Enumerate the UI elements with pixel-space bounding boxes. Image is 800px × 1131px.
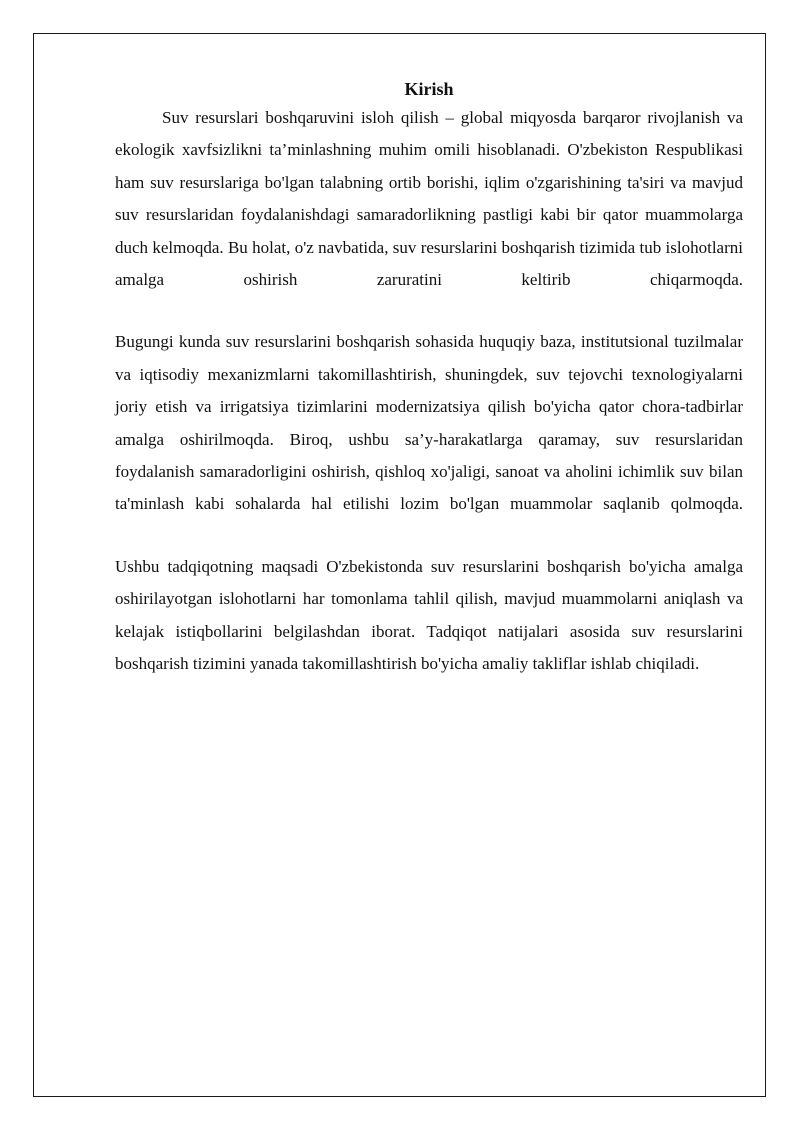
document-body bbox=[115, 76, 743, 681]
paragraph-research-goal: Ushbu tadqiqotning maqsadi O'zbekistonda suv resurslarini boshqarish bo'yicha amalga oshirilayotgan islohotlarni har tomonlama tahlil qilish, mavjud muammolarni aniqlash va kelajak istiqbollarini belgilashdan iborat. Tadqiqot natijalari asosida suv resurslarini boshqarish tizimini yanada takomillashtirish bo'yicha amaliy takliflar ishlab chiqiladi. bbox=[115, 556, 743, 674]
document-title: Kirish bbox=[404, 79, 454, 99]
paragraph-intro: Suv resurslari boshqaruvini isloh qilish – global miqyosda barqaror rivojlanish va ekologik xavfsizlikni ta’minlashning muhim omili hisoblanadi. O'zbekiston Respublikasi ham suv resurslariga bo'lgan talabning ortib borishi, iqlim o'zgarishining ta'siri va mavjud suv resurslaridan foydalanishdagi samaradorlikning pastligi kabi bir qator muammolarga duch kelmoqda. Bu holat, o'z navbatida, suv resurslarini boshqarish tizimida tub islohotlarni amalga oshirish zaruratini keltirib chiqarmoqda. bbox=[115, 108, 743, 290]
paragraph-gap bbox=[115, 296, 743, 326]
paragraph-gap bbox=[115, 521, 743, 551]
paragraph-current-state: Bugungi kunda suv resurslarini boshqarish sohasida huquqiy baza, institutsional tuzilmalar va iqtisodiy mexanizmlarni takomillashtirish, shuningdek, suv tejovchi texnologiyalarni joriy etish va irrigatsiya tizimlarini modernizatsiya qilish bo'yicha qator chora-tadbirlar amalga oshirilmoqda. Biroq, ushbu sa’y-harakatlarga qaramay, suv resurslaridan foydalanish samaradorligini oshirish, qishloq xo'jaligi, sanoat va aholini ichimlik suv bilan ta'minlash kabi sohalarda hal etilishi lozim bo'lgan muammolar saqlanib qolmoqda. bbox=[115, 332, 743, 514]
